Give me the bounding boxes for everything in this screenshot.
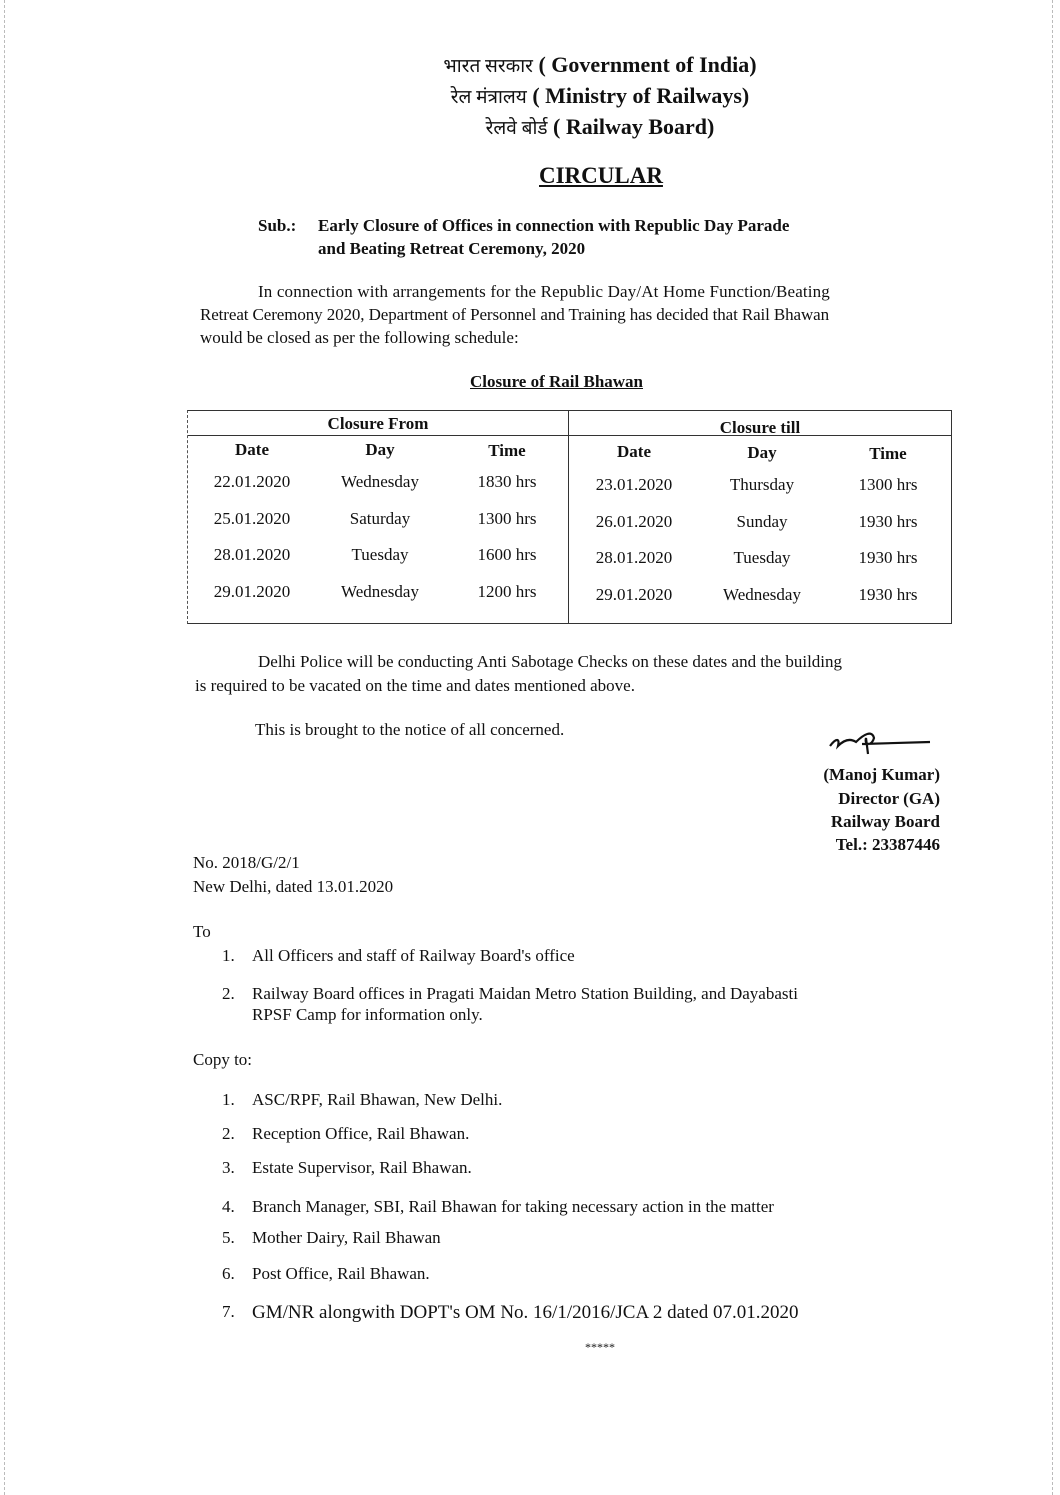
list-number: 6.	[222, 1264, 235, 1283]
table-cell: 22.01.2020	[213, 472, 291, 491]
intro-line: In connection with arrangements for the Republic Day/At Home Function/Beating	[258, 282, 830, 301]
table-divider	[188, 435, 568, 436]
list-item: Reception Office, Rail Bhawan.	[252, 1124, 470, 1143]
para-line: is required to be vacated on the time and dates mentioned above.	[195, 676, 635, 695]
list-number: 5.	[222, 1228, 235, 1247]
scan-edge	[1052, 0, 1053, 1495]
table-cell: 26.01.2020	[595, 512, 673, 531]
table-cell: Wednesday	[341, 582, 419, 601]
column-header: Time	[869, 444, 907, 463]
table-cell: Thursday	[729, 475, 795, 494]
list-number: 2.	[222, 984, 235, 1003]
list-item: Post Office, Rail Bhawan.	[252, 1264, 430, 1283]
table-cell: 1600 hrs	[477, 545, 537, 564]
list-item: GM/NR alongwith DOPT's OM No. 16/1/2016/JCA 2 dated 07.01.2020	[252, 1302, 799, 1323]
page-title: CIRCULAR	[539, 163, 663, 188]
table-cell: 1300 hrs	[477, 509, 537, 528]
table-cell: 28.01.2020	[213, 545, 291, 564]
list-item: Branch Manager, SBI, Rail Bhawan for taking necessary action in the matter	[252, 1197, 774, 1216]
end-mark: *****	[585, 1340, 615, 1354]
closure-table	[187, 410, 952, 624]
table-cell: 1300 hrs	[858, 475, 918, 494]
table-cell: Wednesday	[341, 472, 419, 491]
subject-line: and Beating Retreat Ceremony, 2020	[318, 239, 586, 258]
list-number: 4.	[222, 1197, 235, 1216]
table-cell: 1930 hrs	[858, 548, 918, 567]
group-header-till: Closure till	[719, 418, 801, 437]
reference-number: No. 2018/G/2/1	[193, 853, 300, 872]
table-cell: 25.01.2020	[213, 509, 291, 528]
table-cell: Tuesday	[351, 545, 409, 564]
list-number: 3.	[222, 1158, 235, 1177]
signatory-name: (Manoj Kumar)	[823, 765, 940, 784]
column-header: Date	[617, 442, 651, 461]
list-item: Estate Supervisor, Rail Bhawan.	[252, 1158, 472, 1177]
table-title: Closure of Rail Bhawan	[470, 372, 644, 391]
group-header-from: Closure From	[327, 414, 429, 433]
subject-line: Early Closure of Offices in connection with Republic Day Parade	[318, 216, 790, 235]
column-header: Date	[235, 440, 269, 459]
reference-date: New Delhi, dated 13.01.2020	[193, 877, 394, 896]
table-cell: Wednesday	[723, 585, 801, 604]
table-cell: Tuesday	[733, 548, 791, 567]
column-header: Time	[488, 441, 526, 460]
intro-line: would be closed as per the following schedule:	[200, 328, 519, 347]
table-cell: 23.01.2020	[595, 475, 673, 494]
list-number: 2.	[222, 1124, 235, 1143]
column-header: Day	[365, 440, 395, 459]
table-cell: Sunday	[736, 512, 788, 531]
table-cell: 29.01.2020	[595, 585, 673, 604]
header-government: भारत सरकार ( Government of India)	[443, 52, 757, 77]
notice-text: This is brought to the notice of all concerned.	[255, 720, 565, 739]
signatory-tel: Tel.: 23387446	[835, 835, 940, 854]
intro-line: Retreat Ceremony 2020, Department of Personnel and Training has decided that Rail Bhawan	[200, 305, 830, 324]
list-number: 7.	[222, 1302, 235, 1321]
copy-to-label: Copy to:	[193, 1050, 253, 1069]
list-item: ASC/RPF, Rail Bhawan, New Delhi.	[252, 1090, 503, 1109]
list-item: Mother Dairy, Rail Bhawan	[252, 1228, 441, 1247]
table-cell: 1830 hrs	[477, 472, 537, 491]
header-ministry: रेल मंत्रालय ( Ministry of Railways)	[450, 83, 750, 108]
list-item: Railway Board offices in Pragati Maidan Metro Station Building, and Dayabasti	[252, 984, 798, 1003]
list-number: 1.	[222, 1090, 235, 1109]
table-cell: 1930 hrs	[858, 585, 918, 604]
column-header: Day	[747, 443, 777, 462]
table-cell: 1930 hrs	[858, 512, 918, 531]
table-cell: 1200 hrs	[477, 582, 537, 601]
table-cell: 28.01.2020	[595, 548, 673, 567]
signature-icon	[826, 724, 936, 764]
list-item: All Officers and staff of Railway Board's office	[252, 946, 575, 965]
list-number: 1.	[222, 946, 235, 965]
list-item-continued: RPSF Camp for information only.	[252, 1005, 483, 1024]
table-cell: 29.01.2020	[213, 582, 291, 601]
para-line: Delhi Police will be conducting Anti Sabotage Checks on these dates and the building	[258, 652, 843, 671]
subject-label: Sub.:	[258, 216, 297, 235]
header-board: रेलवे बोर्ड ( Railway Board)	[485, 114, 715, 139]
scan-edge	[4, 0, 5, 1495]
to-label: To	[193, 922, 211, 941]
table-divider	[568, 411, 569, 623]
signatory-designation: Director (GA)	[838, 789, 940, 808]
signatory-office: Railway Board	[830, 812, 940, 831]
table-cell: Saturday	[349, 509, 411, 528]
